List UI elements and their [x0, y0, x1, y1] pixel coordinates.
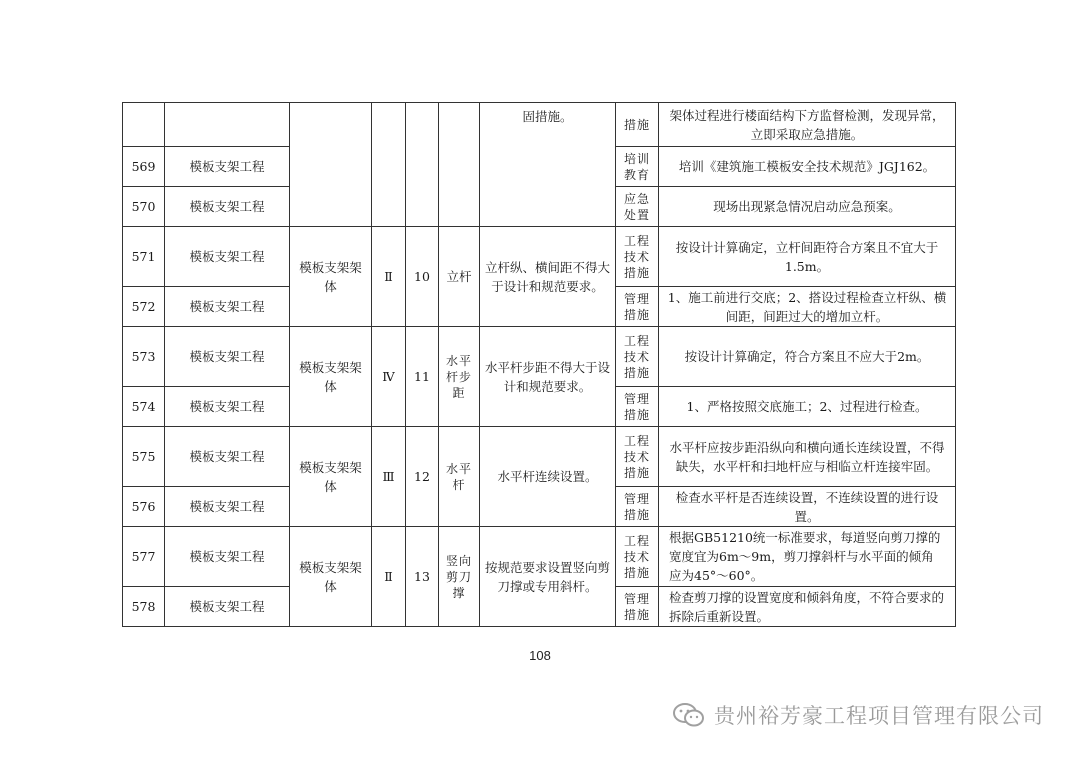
object-cell: 模板支架架体: [290, 227, 372, 327]
page-number: 108: [529, 648, 551, 663]
measure-text: 培训《建筑施工模板安全技术规范》JGJ162。: [659, 147, 956, 187]
project-name: 模板支架工程: [165, 527, 290, 587]
object-cell: 模板支架架体: [290, 327, 372, 427]
requirement-cell: 固措施。: [480, 103, 616, 227]
item-cell: 水平杆: [439, 427, 480, 527]
object-cell: [290, 103, 372, 227]
requirement-cell: 立杆纵、横间距不得大于设计和规范要求。: [480, 227, 616, 327]
wechat-icon: [672, 702, 706, 728]
row-number: 570: [123, 187, 165, 227]
measure-category: 管理措施: [616, 287, 659, 327]
table-row: [123, 103, 956, 147]
item-cell: [439, 103, 480, 227]
item-cell: 竖向剪刀撑: [439, 527, 480, 627]
measure-text: 架体过程进行楼面结构下方监督检测，发现异常，立即采取应急措施。: [659, 103, 956, 147]
row-number: 577: [123, 527, 165, 587]
project-name: 模板支架工程: [165, 387, 290, 427]
item-cell: 立杆: [439, 227, 480, 327]
table-row: [123, 527, 956, 587]
index-cell: [406, 103, 439, 227]
project-name: 模板支架工程: [165, 147, 290, 187]
row-number: 578: [123, 587, 165, 627]
index-cell: 12: [406, 427, 439, 527]
project-name: 模板支架工程: [165, 427, 290, 487]
measure-category: 工程技术措施: [616, 327, 659, 387]
project-name: 模板支架工程: [165, 587, 290, 627]
measure-text: 按设计计算确定，立杆间距符合方案且不宜大于1.5m。: [659, 227, 956, 287]
level-cell: Ⅲ: [372, 427, 406, 527]
measure-text: 按设计计算确定，符合方案且不应大于2m。: [659, 327, 956, 387]
level-cell: Ⅱ: [372, 227, 406, 327]
index-cell: 11: [406, 327, 439, 427]
level-cell: [372, 103, 406, 227]
measure-text: 1、施工前进行交底；2、搭设过程检查立杆纵、横间距，间距过大的增加立杆。: [659, 287, 956, 327]
project-name: 模板支架工程: [165, 187, 290, 227]
row-number: 574: [123, 387, 165, 427]
measure-text: 现场出现紧急情况启动应急预案。: [659, 187, 956, 227]
requirement-cell: 水平杆连续设置。: [480, 427, 616, 527]
project-name: 模板支架工程: [165, 227, 290, 287]
project-name: 模板支架工程: [165, 287, 290, 327]
table-row: [123, 227, 956, 287]
object-cell: 模板支架架体: [290, 427, 372, 527]
row-number: 569: [123, 147, 165, 187]
row-number: [123, 103, 165, 147]
measure-text: 检查水平杆是否连续设置，不连续设置的进行设置。: [659, 487, 956, 527]
row-number: 576: [123, 487, 165, 527]
table-row: [123, 327, 956, 387]
hazard-measures-table: [122, 102, 956, 627]
row-number: 575: [123, 427, 165, 487]
measure-text: 水平杆应按步距沿纵向和横向通长连续设置，不得缺失，水平杆和扫地杆应与相临立杆连接牢固。: [659, 427, 956, 487]
index-cell: 10: [406, 227, 439, 327]
measure-category: 管理措施: [616, 387, 659, 427]
measure-category: 工程技术措施: [616, 427, 659, 487]
item-cell: 水平杆步距: [439, 327, 480, 427]
index-cell: 13: [406, 527, 439, 627]
measure-category: 培训教育: [616, 147, 659, 187]
watermark: [672, 700, 1044, 730]
measure-category: 应急处置: [616, 187, 659, 227]
row-number: 572: [123, 287, 165, 327]
measure-text: 检查剪刀撑的设置宽度和倾斜角度，不符合要求的拆除后重新设置。: [659, 587, 956, 627]
object-cell: 模板支架架体: [290, 527, 372, 627]
row-number: 573: [123, 327, 165, 387]
measure-category: 工程技术措施: [616, 527, 659, 587]
row-number: 571: [123, 227, 165, 287]
measure-category: 管理措施: [616, 487, 659, 527]
project-name: 模板支架工程: [165, 487, 290, 527]
measure-category: 工程技术措施: [616, 227, 659, 287]
project-name: 模板支架工程: [165, 327, 290, 387]
measure-category: 措施: [616, 103, 659, 147]
requirement-cell: 水平杆步距不得大于设计和规范要求。: [480, 327, 616, 427]
measure-text: 1、严格按照交底施工；2、过程进行检查。: [659, 387, 956, 427]
requirement-cell: 按规范要求设置竖向剪刀撑或专用斜杆。: [480, 527, 616, 627]
project-name: [165, 103, 290, 147]
level-cell: Ⅱ: [372, 527, 406, 627]
measure-category: 管理措施: [616, 587, 659, 627]
watermark-text: 贵州裕芳豪工程项目管理有限公司: [714, 704, 1044, 728]
level-cell: Ⅳ: [372, 327, 406, 427]
measure-text: 根据GB51210统一标准要求，每道竖向剪刀撑的宽度宜为6m～9m，剪刀撑斜杆与水平面的倾角应为45°～60°。: [659, 527, 956, 587]
table-row: [123, 427, 956, 487]
